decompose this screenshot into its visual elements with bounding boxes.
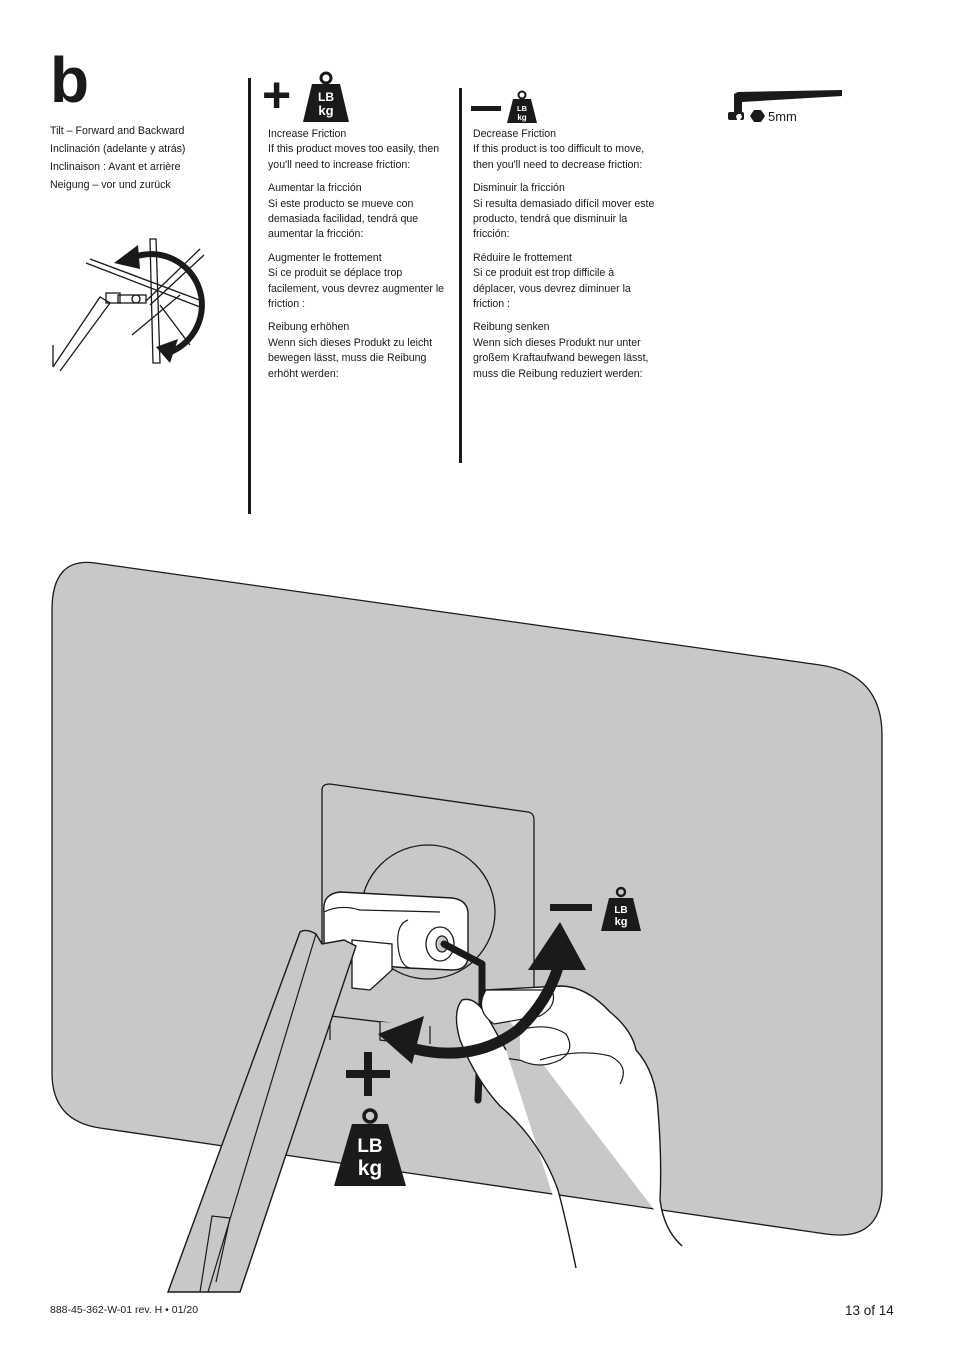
minus-sign-large bbox=[550, 904, 592, 911]
section-heading: Aumentar la fricción bbox=[268, 182, 362, 195]
section-heading: Réduire le frottement bbox=[473, 251, 572, 264]
weight-line1: LB bbox=[517, 104, 527, 113]
step-title-de: Neigung – vor und zurück bbox=[50, 179, 171, 191]
section-heading: Reibung erhöhen bbox=[268, 321, 350, 334]
step-title-en: Tilt – Forward and Backward bbox=[50, 125, 185, 137]
page-number: 13 of 14 bbox=[845, 1303, 894, 1318]
section-heading: Increase Friction bbox=[268, 128, 347, 140]
step-letter: b bbox=[50, 44, 90, 116]
section-body: Si ce produit se déplace trop facilement, vous devrez augmenter le friction : bbox=[268, 267, 445, 311]
weight-line1: LB bbox=[318, 90, 334, 104]
weight-line1: LB bbox=[357, 1136, 383, 1157]
weight-line1: LB bbox=[614, 905, 628, 916]
weight-line2: kg bbox=[517, 113, 527, 122]
document-number: 888-45-362-W-01 rev. H • 01/20 bbox=[50, 1304, 199, 1316]
step-title-es: Inclinación (adelante y atrás) bbox=[50, 143, 186, 155]
weight-line2: kg bbox=[614, 916, 628, 928]
section-heading: Disminuir la fricción bbox=[473, 182, 565, 195]
section-heading: Reibung senken bbox=[473, 321, 550, 334]
section-body: Wenn sich dieses Produkt nur unter großem Kraftaufwand bewegen lässt, muss die Reibung reduziert werden: bbox=[473, 336, 649, 380]
step-title-fr: Inclinaison : Avant et arrière bbox=[50, 161, 181, 173]
section-body: If this product moves too easily, then you'll need to increase friction: bbox=[268, 143, 440, 171]
section-body: Wenn sich dieses Produkt zu leicht bewegen lässt, muss die Reibung erhöht werden: bbox=[268, 336, 433, 380]
section-body: Si resulta demasiado difícil mover este producto, tendrá que disminuir la fricción: bbox=[473, 197, 655, 241]
weight-line2: kg bbox=[357, 1157, 383, 1180]
tool-size-label: 5mm bbox=[768, 109, 797, 124]
section-heading: Decrease Friction bbox=[473, 128, 557, 140]
section-heading: Augmenter le frottement bbox=[268, 251, 382, 264]
section-body: If this product is too difficult to move, then you'll need to decrease friction: bbox=[473, 143, 645, 171]
section-body: Si ce produit est trop difficile à déplacer, vous devrez diminuer la friction : bbox=[473, 267, 631, 311]
plus-sign: + bbox=[262, 67, 292, 123]
weight-line2: kg bbox=[318, 103, 334, 118]
section-body: Si este producto se mueve con demasiada facilidad, tendrá que aumentar la fricción: bbox=[268, 197, 419, 241]
